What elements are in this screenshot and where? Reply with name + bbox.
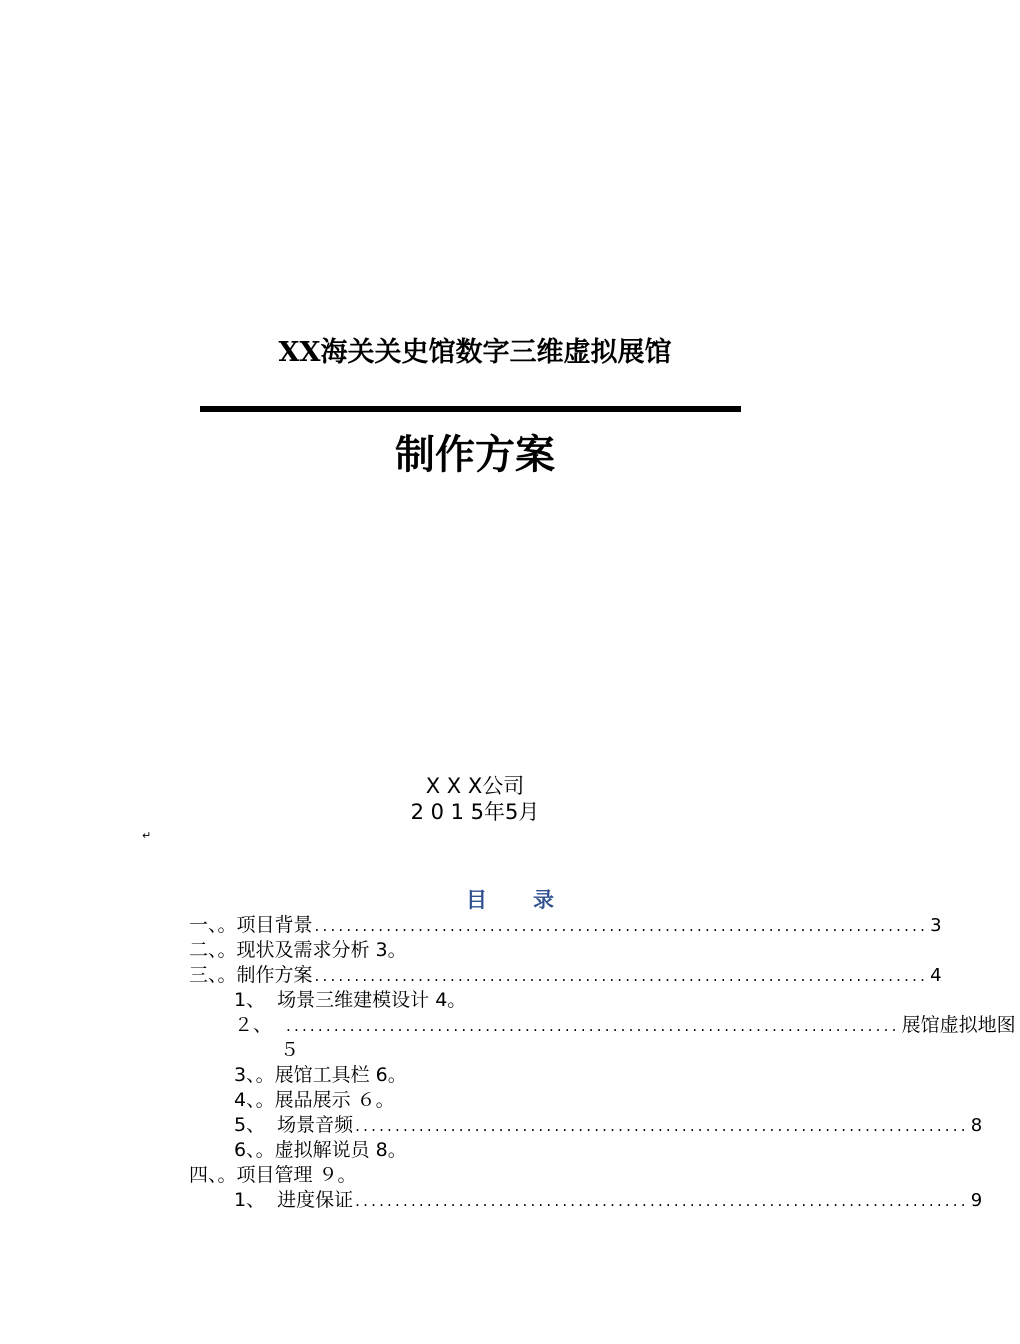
- toc-entry-title-wrap: 展馆虚拟地图: [901, 1014, 1016, 1036]
- toc-dot-leader: .............................................................................: [314, 917, 929, 935]
- toc-entry[interactable]: [189, 938, 407, 963]
- toc-dot-leader: .............................................................................: [286, 1017, 900, 1035]
- toc-entry[interactable]: [189, 913, 942, 939]
- toc-entry[interactable]: [234, 1188, 983, 1214]
- document-date: 2 0 1 5年5月: [410, 800, 540, 824]
- toc-heading-right: 录: [533, 888, 554, 912]
- toc-entry[interactable]: [189, 963, 942, 989]
- toc-entry-label: ２、: [234, 1014, 273, 1036]
- toc-entry-label: 1、 场景三维建模设计 4。: [234, 989, 467, 1011]
- paragraph-mark: ↵: [142, 829, 152, 842]
- toc-entry-label: 4、。展品展示 ６。: [234, 1089, 395, 1111]
- toc-entry[interactable]: [234, 1138, 407, 1163]
- toc-entry[interactable]: [234, 988, 466, 1013]
- title-divider: [200, 406, 741, 412]
- toc-entry-continuation: [280, 1038, 299, 1063]
- toc-dot-leader: .............................................................................: [314, 967, 929, 985]
- toc-heading-left: 目: [466, 888, 487, 912]
- toc-entry[interactable]: [234, 1063, 407, 1088]
- toc-entry-page: 9: [970, 1190, 983, 1211]
- document-title: XX海关关史馆数字三维虚拟展馆: [278, 337, 672, 368]
- toc-entry[interactable]: [234, 1013, 1016, 1039]
- toc-entry-page: 3: [930, 915, 942, 936]
- toc-entry-label: 四、。项目管理 ９。: [189, 1164, 357, 1186]
- toc-entry-label: 二、。现状及需求分析 3。: [189, 939, 407, 961]
- toc-heading: [0, 884, 1020, 914]
- toc-entry-label: 三、。制作方案: [189, 964, 313, 986]
- toc-entry-label: 一、。项目背景: [189, 914, 313, 936]
- toc-entry-label: 5、 场景音频: [234, 1114, 354, 1136]
- document-subtitle: 制作方案: [395, 432, 555, 478]
- toc-entry-label: 3、。展馆工具栏 6。: [234, 1064, 407, 1086]
- toc-dot-leader: .............................................................................: [355, 1117, 969, 1135]
- toc-entry-label: 1、 进度保证: [234, 1189, 354, 1211]
- toc-entry[interactable]: [189, 1163, 357, 1188]
- toc-dot-leader: .............................................................................: [355, 1192, 969, 1210]
- company-name: X X X公司: [425, 774, 525, 798]
- toc-entry-label: 6、。虚拟解说员 8。: [234, 1139, 407, 1161]
- toc-entry[interactable]: [234, 1113, 983, 1139]
- toc-entry-page: 8: [970, 1115, 983, 1136]
- toc-entry-page: 4: [930, 965, 942, 986]
- toc-entry[interactable]: [234, 1088, 395, 1113]
- toc-entry-label: ５: [280, 1039, 300, 1061]
